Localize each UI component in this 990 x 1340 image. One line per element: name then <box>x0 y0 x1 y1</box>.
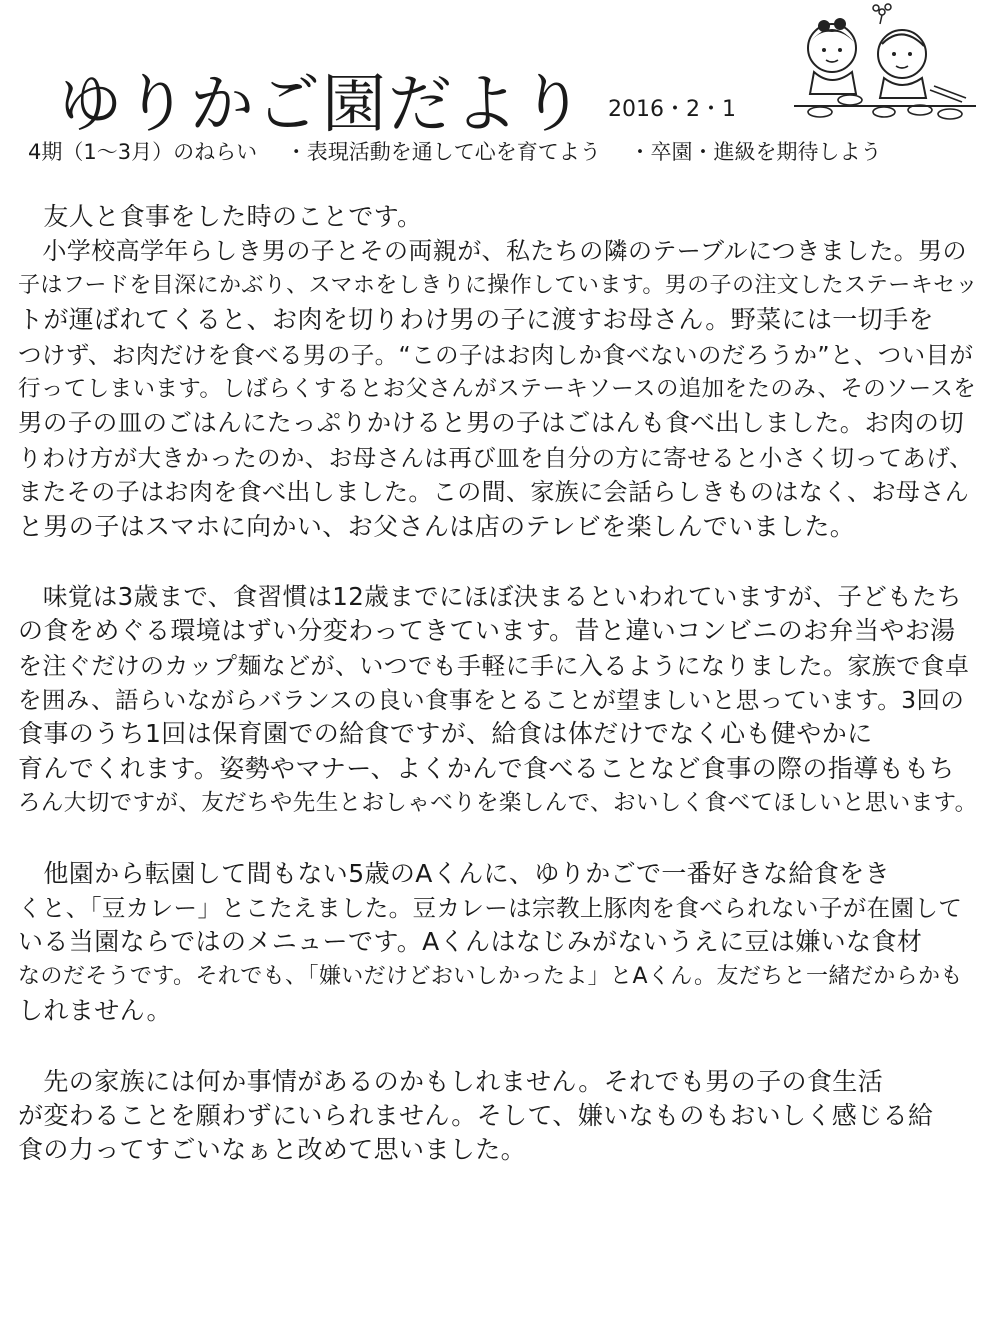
text-line: またその子はお肉を食べ出しました。この間、家族に会話らしきものはなく、お母さん <box>18 478 970 507</box>
paragraph-4 <box>18 1065 978 1168</box>
text-line: なのだそうです。それでも、「嫌いだけどおいしかったよ」とAくん。友だちと一緒だからかも <box>18 963 963 989</box>
paragraph-2 <box>18 580 978 821</box>
text-line: しれません。 <box>18 996 172 1026</box>
text-line: 味覚は3歳まで、食習慣は12歳までにほぼ決まるといわれていますが、子どもたち <box>18 581 962 611</box>
article-body <box>18 200 978 1198</box>
text-line: 育んでくれます。姿勢やマナー、よくかんで食べることなど食事の際の指導ももち <box>18 753 955 783</box>
text-line: 他園から転園して間もない5歳のAくんに、ゆりかごで一番好きな給食をき <box>18 858 891 888</box>
text-line: ろん大切ですが、友だちや先生とおしゃべりを楽しんで、おいしく食べてほしいと思います。 <box>18 790 978 817</box>
text-line: いる当園ならではのメニューです。Aくんはなじみがないうえに豆は嫌いな食材 <box>18 927 923 957</box>
text-line: 小学校高学年らしき男の子とその両親が、私たちの隣のテーブルにつきました。男の <box>18 237 967 266</box>
text-line: 友人と食事をした時のことです。 <box>18 202 423 231</box>
paragraph-1 <box>18 200 978 544</box>
aims-label: 4期（1～3月）のねらい <box>28 140 258 164</box>
text-line: と男の子はスマホに向かい、お父さんは店のテレビを楽しんでいました。 <box>18 511 856 541</box>
text-line: 行ってしまいます。しばらくするとお父さんがステーキソースの追加をたのみ、そのソースを <box>18 375 977 402</box>
text-line: を注ぐだけのカップ麺などが、いつでも手軽に手に入るようになりました。家族で食卓 <box>18 651 970 680</box>
text-line: 食の力ってすごいなぁと改めて思いました。 <box>18 1135 527 1165</box>
text-line: りわけ方が大きかったのか、お母さんは再び皿を自分の方に寄せると小さく切ってあげ、 <box>18 443 974 472</box>
text-line: が変わることを願わずにいられません。そして、嫌いなものもおいしく感じる給 <box>18 1100 934 1130</box>
issue-date: 2016・2・1 <box>608 97 736 122</box>
text-line: 食事のうち1回は保育園での給食ですが、給食は体だけでなく心も健やかに <box>18 719 873 749</box>
text-line: つけず、お肉だけを食べる男の子。“この子はお肉しか食べないのだろうか”と、つい目が <box>18 340 974 369</box>
text-line: 先の家族には何か事情があるのかもしれません。それでも男の子の食生活 <box>18 1066 884 1096</box>
text-line: を囲み、語らいながらバランスの良い食事をとることが望ましいと思っています。3回の <box>18 686 965 715</box>
text-line: くと、「豆カレー」とこたえました。豆カレーは宗教上豚肉を食べられない子が在園して <box>18 894 963 923</box>
children-eating-illustration <box>790 2 980 127</box>
text-line: 男の子の皿のごはんにたっぷりかけると男の子はごはんも食べ出しました。お肉の切 <box>18 408 965 438</box>
aim-item: ・表現活動を通して心を育てよう <box>285 140 601 164</box>
paragraph-3 <box>18 857 978 1029</box>
text-line: トが運ばれてくると、お肉を切りわけ男の子に渡すお母さん。野菜には一切手を <box>18 305 934 335</box>
aim-item: ・卒園・進級を期待しよう <box>629 140 882 164</box>
term-aims <box>28 138 978 166</box>
text-line: の食をめぐる環境はずい分変わってきています。昔と違いコンビニのお弁当やお湯 <box>18 616 956 646</box>
newsletter-title: ゆりかご園だより <box>58 67 586 142</box>
text-line: 子はフードを目深にかぶり、スマホをしきりに操作しています。男の子の注文したステーキセッ <box>18 272 978 298</box>
